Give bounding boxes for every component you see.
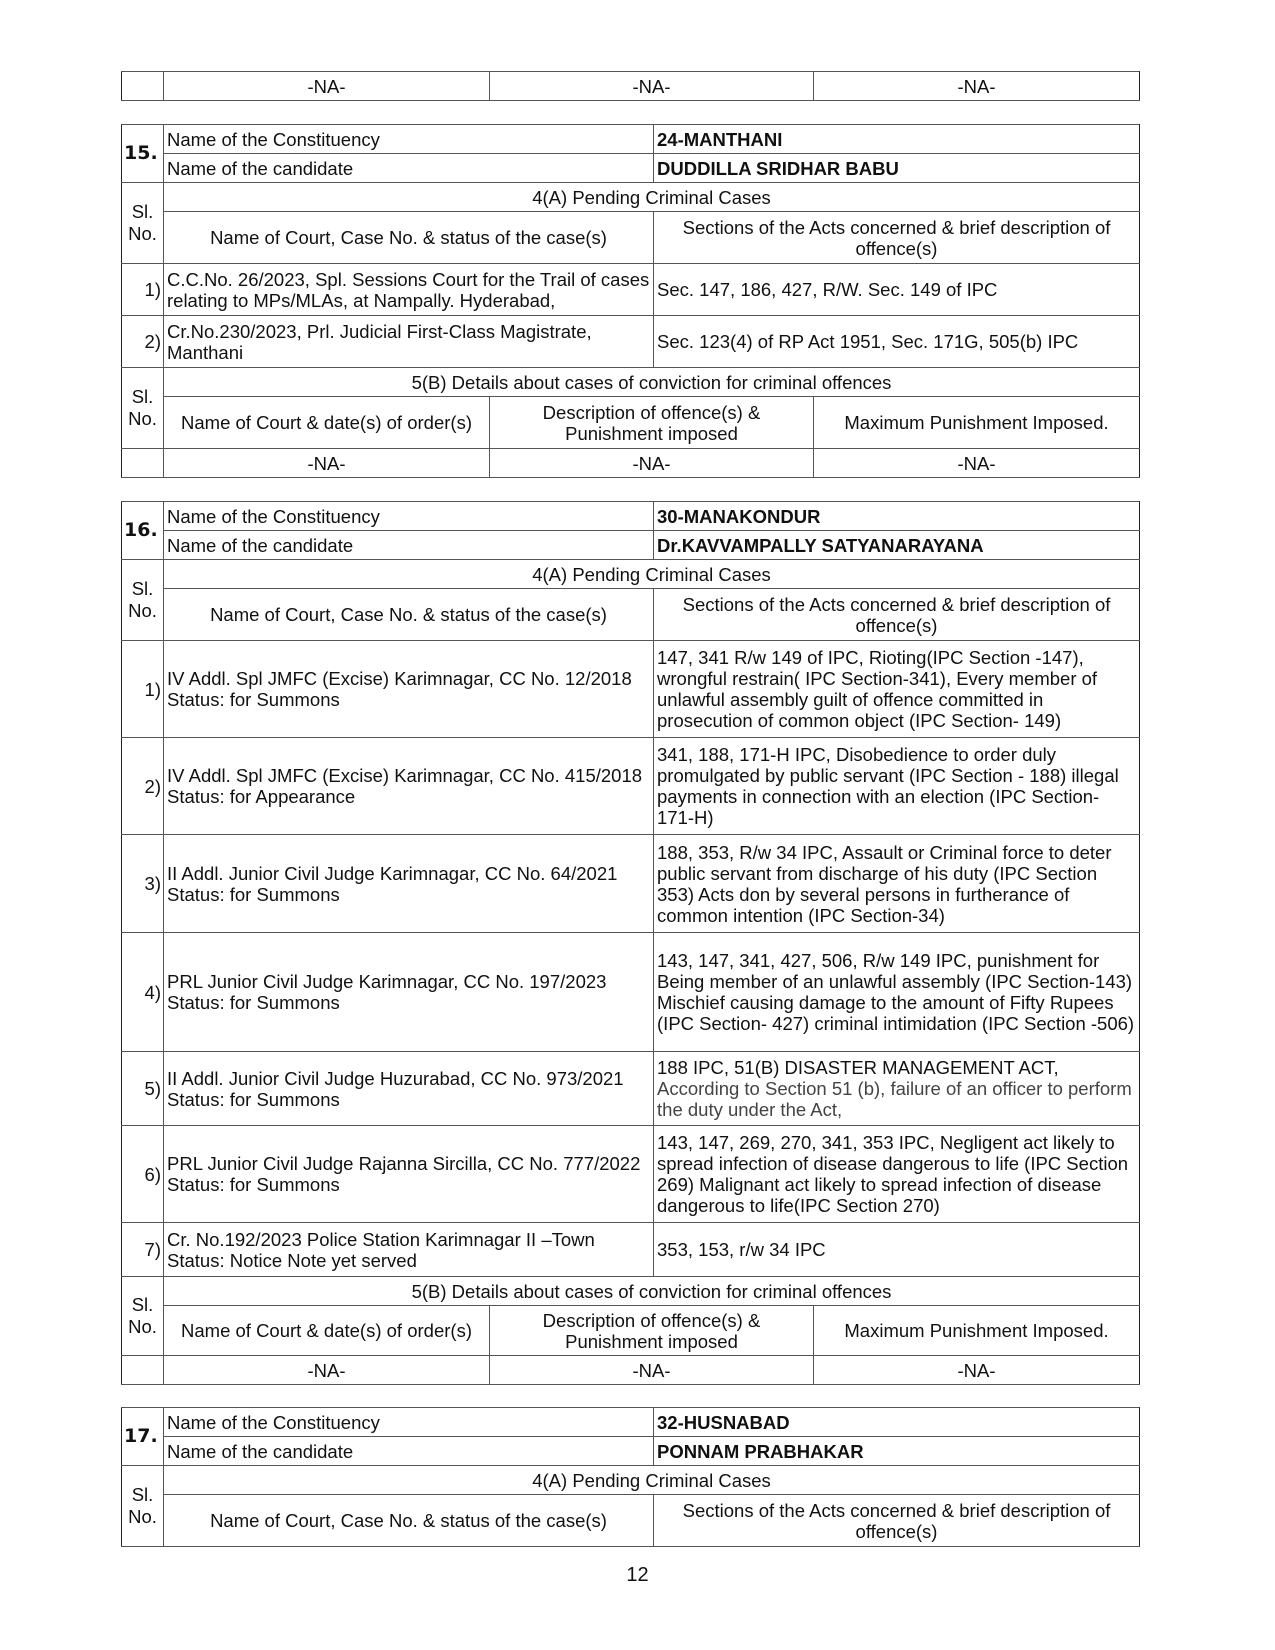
court-cell: Cr.No.230/2023, Prl. Judicial First-Class Magistrate, Manthani bbox=[164, 316, 654, 368]
table-row bbox=[122, 72, 1140, 101]
constituency-value: 24-MANTHANI bbox=[654, 125, 1140, 154]
table-row bbox=[122, 449, 1140, 478]
sections-cell: 188, 353, R/w 34 IPC, Assault or Criminal force to deter public servant from discharge of his duty (IPC Section 353) Acts don by several persons in furtherance of common intention (IPC Section-34) bbox=[654, 835, 1140, 933]
sl-label: Sl. bbox=[131, 386, 154, 407]
pending-header-row bbox=[122, 1495, 1140, 1547]
table-row bbox=[122, 933, 1140, 1052]
constituency-row bbox=[122, 125, 1140, 154]
table-row bbox=[122, 1126, 1140, 1223]
conviction-col-punishment-header: Maximum Punishment Imposed. bbox=[814, 1306, 1140, 1356]
constituency-row bbox=[122, 1408, 1140, 1437]
conviction-col-court-header: Name of Court & date(s) of order(s) bbox=[164, 1306, 490, 1356]
conviction-col-punishment-header: Maximum Punishment Imposed. bbox=[814, 397, 1140, 449]
court-cell: Cr. No.192/2023 Police Station Karimnagar II –Town Status: Notice Note yet served bbox=[164, 1223, 654, 1277]
candidate-label: Name of the candidate bbox=[164, 531, 654, 560]
candidate-section-16 bbox=[121, 501, 1140, 1385]
row-index: 1) bbox=[122, 264, 164, 316]
row-index: 5) bbox=[122, 1052, 164, 1126]
row-index: 2) bbox=[122, 316, 164, 368]
pending-col-court-header: Name of Court, Case No. & status of the case(s) bbox=[164, 212, 654, 264]
table-row bbox=[122, 641, 1140, 738]
sl-cell bbox=[122, 449, 164, 478]
pending-col-court-header: Name of Court, Case No. & status of the case(s) bbox=[164, 1495, 654, 1547]
table-row bbox=[122, 316, 1140, 368]
sections-cell: 341, 188, 171-H IPC, Disobedience to order duly promulgated by public servant (IPC Section - 188) illegal payments in connection with an election (IPC Section- 171-H) bbox=[654, 738, 1140, 835]
pending-title-row bbox=[122, 560, 1140, 589]
sections-cell: 147, 341 R/w 149 of IPC, Rioting(IPC Section -147), wrongful restrain( IPC Section-341), Every member of unlawful assembly guilt of offence committed in prosecution of common object (IPC Section- 149) bbox=[654, 641, 1140, 738]
na-cell: -NA- bbox=[490, 449, 814, 478]
table-row bbox=[122, 1052, 1140, 1126]
sl-cell bbox=[122, 72, 164, 101]
no-label: No. bbox=[128, 1506, 157, 1527]
na-cell: -NA- bbox=[490, 72, 814, 101]
sections-line-1: 188 IPC, 51(B) DISASTER MANAGEMENT ACT, bbox=[657, 1057, 1059, 1078]
court-cell: IV Addl. Spl JMFC (Excise) Karimnagar, CC No. 12/2018 Status: for Summons bbox=[164, 641, 654, 738]
na-cell: -NA- bbox=[490, 1356, 814, 1385]
sl-no-header bbox=[122, 560, 164, 641]
pending-col-sections-header: Sections of the Acts concerned & brief description of offence(s) bbox=[654, 589, 1140, 641]
pending-header-row bbox=[122, 212, 1140, 264]
candidate-value: Dr.KAVVAMPALLY SATYANARAYANA bbox=[654, 531, 1140, 560]
na-cell: -NA- bbox=[164, 449, 490, 478]
no-label: No. bbox=[128, 1316, 157, 1337]
sl-no-header bbox=[122, 1277, 164, 1356]
table-row bbox=[122, 1356, 1140, 1385]
na-cell: -NA- bbox=[814, 449, 1140, 478]
row-index: 1) bbox=[122, 641, 164, 738]
sl-label: Sl. bbox=[131, 201, 154, 222]
section-number: 16. bbox=[122, 502, 164, 560]
sl-no-header bbox=[122, 368, 164, 449]
pending-col-sections-header: Sections of the Acts concerned & brief description of offence(s) bbox=[654, 212, 1140, 264]
candidate-row bbox=[122, 154, 1140, 183]
previous-section-conviction-table bbox=[121, 71, 1140, 101]
pending-header-row bbox=[122, 589, 1140, 641]
sl-label: Sl. bbox=[131, 1484, 154, 1505]
candidate-section-15 bbox=[121, 124, 1140, 478]
na-cell: -NA- bbox=[164, 1356, 490, 1385]
conviction-title: 5(B) Details about cases of conviction for criminal offences bbox=[164, 1277, 1140, 1306]
pending-col-sections-header: Sections of the Acts concerned & brief description of offence(s) bbox=[654, 1495, 1140, 1547]
candidate-value: DUDDILLA SRIDHAR BABU bbox=[654, 154, 1140, 183]
sections-line-2: According to Section 51 (b), failure of an officer to perform the duty under the Act, bbox=[657, 1078, 1132, 1120]
constituency-value: 32-HUSNABAD bbox=[654, 1408, 1140, 1437]
constituency-value: 30-MANAKONDUR bbox=[654, 502, 1140, 531]
no-label: No. bbox=[128, 223, 157, 244]
candidate-label: Name of the candidate bbox=[164, 1437, 654, 1466]
court-cell: C.C.No. 26/2023, Spl. Sessions Court for the Trail of cases relating to MPs/MLAs, at Nampally. Hyderabad, bbox=[164, 264, 654, 316]
sections-cell: Sec. 123(4) of RP Act 1951, Sec. 171G, 505(b) IPC bbox=[654, 316, 1140, 368]
conviction-title: 5(B) Details about cases of conviction for criminal offences bbox=[164, 368, 1140, 397]
sl-cell bbox=[122, 1356, 164, 1385]
sl-label: Sl. bbox=[131, 1294, 154, 1315]
section-number: 17. bbox=[122, 1408, 164, 1466]
sl-no-header bbox=[122, 1466, 164, 1547]
candidate-section-17 bbox=[121, 1407, 1140, 1547]
section-number: 15. bbox=[122, 125, 164, 183]
court-cell: IV Addl. Spl JMFC (Excise) Karimnagar, CC No. 415/2018 Status: for Appearance bbox=[164, 738, 654, 835]
na-cell: -NA- bbox=[814, 1356, 1140, 1385]
table-row bbox=[122, 1223, 1140, 1277]
sections-cell bbox=[654, 1052, 1140, 1126]
no-label: No. bbox=[128, 600, 157, 621]
conviction-title-row bbox=[122, 1277, 1140, 1306]
conviction-title-row bbox=[122, 368, 1140, 397]
sections-cell: Sec. 147, 186, 427, R/W. Sec. 149 of IPC bbox=[654, 264, 1140, 316]
court-cell: PRL Junior Civil Judge Rajanna Sircilla, CC No. 777/2022 Status: for Summons bbox=[164, 1126, 654, 1223]
table-row bbox=[122, 835, 1140, 933]
na-cell: -NA- bbox=[164, 72, 490, 101]
pending-cases-title: 4(A) Pending Criminal Cases bbox=[164, 1466, 1140, 1495]
row-index: 3) bbox=[122, 835, 164, 933]
conviction-col-court-header: Name of Court & date(s) of order(s) bbox=[164, 397, 490, 449]
row-index: 6) bbox=[122, 1126, 164, 1223]
pending-col-court-header: Name of Court, Case No. & status of the case(s) bbox=[164, 589, 654, 641]
row-index: 7) bbox=[122, 1223, 164, 1277]
pending-cases-title: 4(A) Pending Criminal Cases bbox=[164, 560, 1140, 589]
constituency-label: Name of the Constituency bbox=[164, 1408, 654, 1437]
conviction-col-description-header: Description of offence(s) & Punishment imposed bbox=[490, 1306, 814, 1356]
page-number: 12 bbox=[626, 1564, 649, 1586]
row-index: 2) bbox=[122, 738, 164, 835]
sections-cell: 353, 153, r/w 34 IPC bbox=[654, 1223, 1140, 1277]
sections-cell: 143, 147, 341, 427, 506, R/w 149 IPC, punishment for Being member of an unlawful assembly (IPC Section-143) Mischief causing damage to the amount of Fifty Rupees (IPC Section- 427) criminal intimidation (IPC Section -506) bbox=[654, 933, 1140, 1052]
candidate-row bbox=[122, 1437, 1140, 1466]
court-cell: PRL Junior Civil Judge Karimnagar, CC No. 197/2023 Status: for Summons bbox=[164, 933, 654, 1052]
pending-cases-title: 4(A) Pending Criminal Cases bbox=[164, 183, 1140, 212]
court-cell: II Addl. Junior Civil Judge Karimnagar, CC No. 64/2021 Status: for Summons bbox=[164, 835, 654, 933]
conviction-col-description-header: Description of offence(s) & Punishment imposed bbox=[490, 397, 814, 449]
sections-cell: 143, 147, 269, 270, 341, 353 IPC, Negligent act likely to spread infection of disease dangerous to life (IPC Section 269) Malignant act likely to spread infection of disease dangerous to life(IPC Section 270) bbox=[654, 1126, 1140, 1223]
constituency-label: Name of the Constituency bbox=[164, 125, 654, 154]
pending-title-row bbox=[122, 183, 1140, 212]
candidate-row bbox=[122, 531, 1140, 560]
candidate-label: Name of the candidate bbox=[164, 154, 654, 183]
table-row bbox=[122, 738, 1140, 835]
court-cell: II Addl. Junior Civil Judge Huzurabad, CC No. 973/2021 Status: for Summons bbox=[164, 1052, 654, 1126]
sl-label: Sl. bbox=[131, 578, 154, 599]
pending-title-row bbox=[122, 1466, 1140, 1495]
constituency-label: Name of the Constituency bbox=[164, 502, 654, 531]
constituency-row bbox=[122, 502, 1140, 531]
table-row bbox=[122, 264, 1140, 316]
candidate-value: PONNAM PRABHAKAR bbox=[654, 1437, 1140, 1466]
sl-no-header bbox=[122, 183, 164, 264]
conviction-header-row bbox=[122, 397, 1140, 449]
row-index: 4) bbox=[122, 933, 164, 1052]
na-cell: -NA- bbox=[814, 72, 1140, 101]
conviction-header-row bbox=[122, 1306, 1140, 1356]
no-label: No. bbox=[128, 408, 157, 429]
